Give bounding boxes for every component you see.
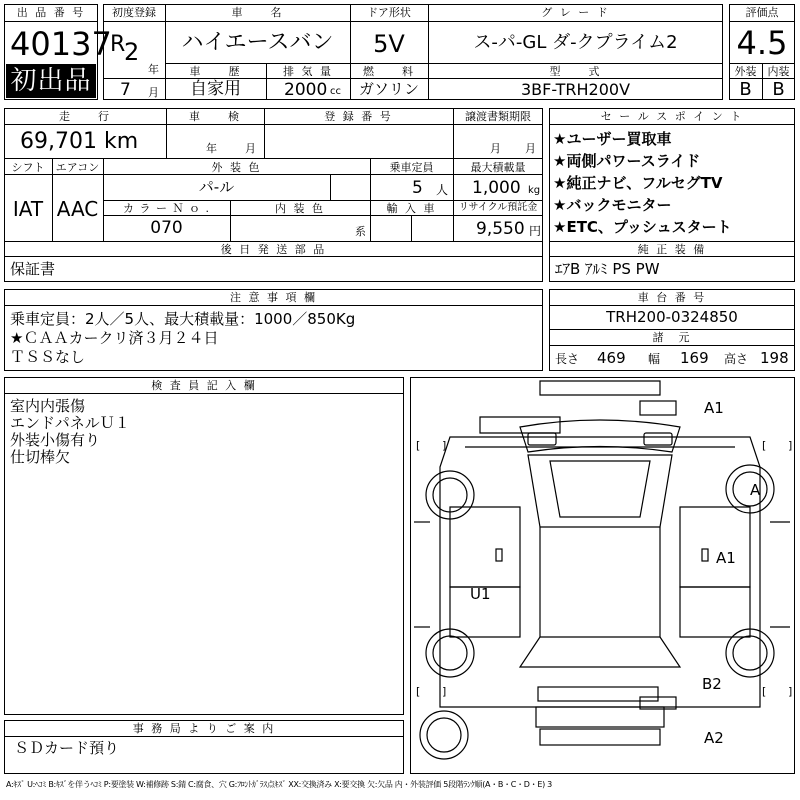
- first-listing-badge: [6, 64, 96, 98]
- model-code-value: 3BF-TRH200V: [520, 80, 631, 99]
- svg-text:]: ]: [442, 439, 447, 452]
- caution-label: 注 意 事 項 欄: [230, 291, 317, 304]
- svg-text:[: [: [416, 439, 421, 452]
- caution-line-3: ＴＳＳなし: [10, 348, 86, 366]
- sales-point-3: ★純正ナビ、フルセグTV: [553, 174, 723, 192]
- sales-points-list: [553, 128, 793, 238]
- model-code-label: 型 式: [549, 65, 602, 78]
- displacement-label: 排 気 量: [283, 65, 333, 78]
- caution-line-1: 乗車定員：2人／5人、最大積載量：1000／850Kg: [10, 310, 356, 328]
- caution-line-2: ★ＣＡＡカークリ済３月２４日: [10, 329, 219, 347]
- sales-point-4: ★バックモニター: [553, 196, 672, 214]
- first-listing-text: 初出品: [10, 66, 92, 96]
- aircon-label: エアコン: [55, 161, 100, 174]
- mark-u1-left-side: U1: [470, 585, 491, 603]
- rating-value: 4.5: [736, 24, 788, 62]
- ext-color-value: パ-ル: [198, 178, 235, 196]
- inspection-year-unit: 年: [206, 142, 217, 155]
- era-year-unit: 年: [148, 63, 159, 76]
- mileage-value: 69,701 km: [20, 129, 139, 154]
- mark-b2-rear-right: B2: [702, 675, 722, 693]
- capacity-unit: 人: [436, 183, 449, 197]
- mark-a1-front: A1: [704, 399, 724, 417]
- svg-text:]: ]: [442, 685, 447, 698]
- car-name: ハイエースバン: [181, 30, 334, 55]
- max-load-value: 1,000: [472, 178, 521, 198]
- inspector-line-4: 仕切棒欠: [10, 448, 71, 466]
- door-type: 5V: [373, 30, 405, 58]
- fuel-value: ガソリン: [358, 80, 419, 98]
- grade-label: グ レ ー ド: [541, 6, 610, 19]
- lot-number: 40137: [10, 25, 112, 63]
- inspector-line-1: 室内内張傷: [10, 397, 86, 415]
- office-label: 事 務 局 よ り ご 案 内: [132, 722, 276, 735]
- later-parts-value: 保証書: [10, 260, 56, 278]
- height-label: 高さ: [724, 352, 749, 366]
- height-value: 198: [760, 349, 789, 367]
- inspector-label: 検 査 員 記 入 欄: [151, 379, 257, 392]
- genuine-equip-label: 純 正 装 備: [637, 243, 707, 256]
- aircon-value: AAC: [56, 197, 99, 221]
- length-value: 469: [597, 349, 626, 367]
- sales-point-1: ★ユーザー買取車: [553, 130, 672, 148]
- genuine-equip-value: ｴｱB ｱﾙﾐ PS PW: [555, 260, 660, 278]
- door-label: ドア形状: [367, 6, 411, 19]
- length-label: 長さ: [555, 352, 580, 366]
- caution-lines: [10, 310, 355, 367]
- width-label: 幅: [648, 352, 661, 366]
- mark-a1-right-side: A1: [716, 549, 736, 567]
- reg-no-label: 登 録 番 号: [324, 110, 393, 123]
- capacity-value: 5: [412, 178, 423, 198]
- chassis-number: TRH200-0324850: [606, 308, 738, 326]
- grade-value: ス-パ-GL ダ-クプライム2: [473, 32, 678, 53]
- month-unit: 月: [148, 86, 159, 99]
- inspection-label: 車 検: [189, 110, 241, 123]
- rating-label: 評価点: [745, 6, 779, 19]
- sales-point-2: ★両側パワースライド: [553, 152, 701, 170]
- recycle-value: 9,550: [476, 219, 525, 239]
- shift-value: IAT: [12, 197, 44, 221]
- transfer-doc-label: 譲渡書類期限: [465, 110, 531, 123]
- sales-points-label: セ ー ル ス ポ イ ン ト: [600, 110, 744, 123]
- exterior-grade: B: [739, 79, 752, 100]
- svg-text:]: ]: [788, 439, 793, 452]
- vehicle-damage-diagram: [410, 377, 795, 774]
- inspection-month-unit: 月: [245, 142, 256, 155]
- lot-number-label: 出 品 番 号: [16, 6, 86, 19]
- inspector-lines: [10, 398, 130, 466]
- first-reg-label: 初度登録: [112, 6, 156, 19]
- cc-unit: cc: [330, 86, 341, 97]
- displacement-value: 2000: [284, 80, 328, 100]
- sales-point-5: ★ETC、プッシュスタート: [553, 218, 732, 236]
- interior-label: 内装: [767, 65, 790, 78]
- interior-grade: B: [772, 79, 785, 100]
- mark-a2-rear: A2: [704, 729, 724, 747]
- ext-color-label: 外 装 色: [211, 161, 262, 174]
- reg-year: 2: [124, 38, 140, 66]
- reg-month: 7: [120, 80, 131, 100]
- color-no-value: 070: [150, 218, 183, 238]
- office-notes: ＳＤカード預り: [14, 739, 120, 757]
- svg-text:[: [: [762, 439, 767, 452]
- capacity-label: 乗車定員: [389, 161, 434, 174]
- inspector-line-3: 外装小傷有り: [10, 431, 101, 449]
- history-label: 車 歴: [189, 65, 242, 78]
- color-no-label: カ ラ ー Ｎ ｏ .: [123, 202, 210, 215]
- int-color-kei: 系: [355, 225, 366, 238]
- mileage-label: 走 行: [59, 110, 111, 123]
- max-load-label: 最大積載量: [470, 161, 526, 174]
- damage-legend: A:ｷｽﾞ U:ﾍｺﾐ B:ｷｽﾞを伴うﾍｺﾐ P:要塗装 W:補修跡 S:錆 C:腐食、穴 G:ﾌﾛﾝﾄｶﾞﾗｽ点ｷｽﾞ XX:交換済み X:要交換 欠:欠品 内・外装評価 5段階ﾗﾝｸ順(A・B・C・D・E) 3: [6, 780, 552, 789]
- dimensions-label: 諸 元: [652, 331, 692, 344]
- later-parts-label: 後 日 発 送 部 品: [220, 243, 327, 256]
- inspector-line-2: エンドパネルＵ１: [10, 414, 130, 432]
- svg-text:]: ]: [788, 685, 793, 698]
- chassis-label: 車 台 番 号: [637, 291, 707, 304]
- int-color-label: 内 装 色: [275, 202, 325, 215]
- exterior-label: 外装: [734, 65, 757, 78]
- width-value: 169: [680, 349, 709, 367]
- history-value: 自家用: [190, 79, 241, 99]
- svg-text:[: [: [416, 685, 421, 698]
- transfer-day-unit: 月: [525, 142, 536, 155]
- mark-a-right-wheel: A: [750, 481, 761, 499]
- import-label: 輸 入 車: [386, 202, 437, 215]
- fuel-label: 燃 料: [363, 65, 415, 78]
- recycle-label: リサイクル預託金: [458, 202, 538, 213]
- svg-text:[: [: [762, 685, 767, 698]
- recycle-unit: 円: [529, 224, 542, 238]
- shift-label: シフト: [11, 161, 45, 174]
- reg-era: R: [110, 32, 126, 57]
- transfer-month-unit: 月: [490, 142, 501, 155]
- max-load-unit: kg: [528, 185, 541, 196]
- car-name-label: 車 名: [231, 6, 284, 19]
